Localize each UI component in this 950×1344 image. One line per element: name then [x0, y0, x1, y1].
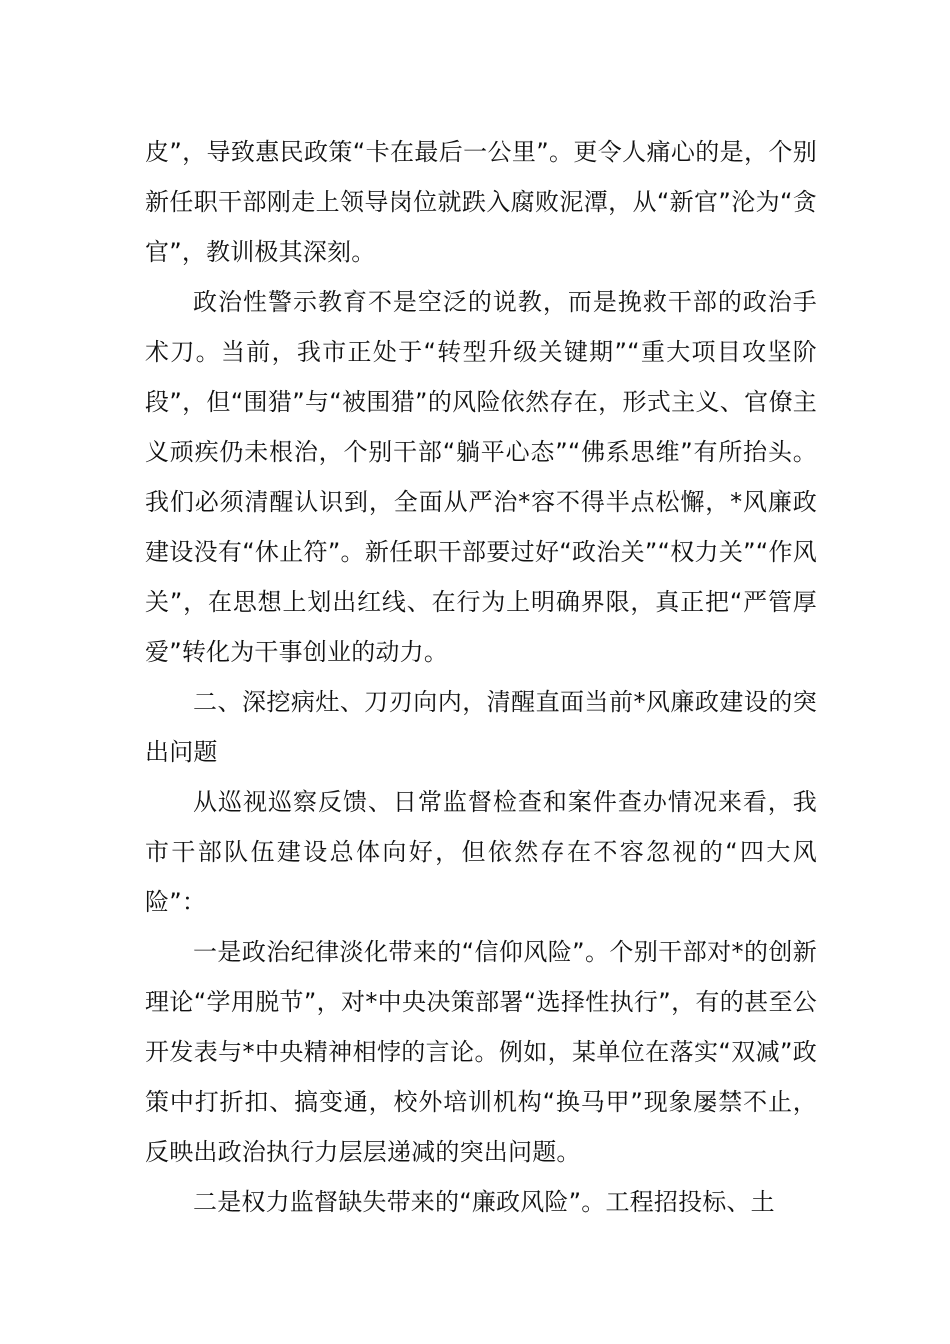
paragraph-2: 政治性警示教育不是空泛的说教，而是挽救干部的政治手术刀。当前，我市正处于“转型升级关键期”“重大项目攻坚阶段”，但“围猎”与“被围猎”的风险依然存在，形式主义、官僚主义顽疾仍未根治，个别干部“躺平心态”“佛系思维”有所抬头。我们必须清醒认识到，全面从严治*容不得半点松懈，*风廉政建设没有“休止符”。新任职干部要过好“政治关”“权力关”“作风关”，在思想上划出红线、在行为上明确界限，真正把“严管厚爱”转化为干事创业的动力。	[145, 288, 817, 666]
paragraph-5: 一是政治纪律淡化带来的“信仰风险”。个别干部对*的创新理论“学用脱节”，对*中央决策部署“选择性执行”，有的甚至公开发表与*中央精神相悖的言论。例如，某单位在落实“双减”政策中打折扣、搞变通，校外培训机构“换马甲”现象屡禁不止，反映出政治执行力层层递减的突出问题。	[145, 938, 817, 1166]
paragraph-1: 皮”，导致惠民政策“卡在最后一公里”。更令人痛心的是，个别新任职干部刚走上领导岗位就跌入腐败泥潭，从“新官”沦为“贪官”，教训极其深刻。	[145, 138, 817, 266]
document-body	[145, 127, 817, 1227]
section-heading-2: 二、深挖病灶、刀刃向内，清醒直面当前*风廉政建设的突出问题	[145, 688, 817, 766]
paragraph-4: 从巡视巡察反馈、日常监督检查和案件查办情况来看，我市干部队伍建设总体向好，但依然存在不容忽视的“四大风险”：	[145, 788, 817, 916]
paragraph-6: 二是权力监督缺失带来的“廉政风险”。工程招投标、土	[193, 1188, 775, 1216]
